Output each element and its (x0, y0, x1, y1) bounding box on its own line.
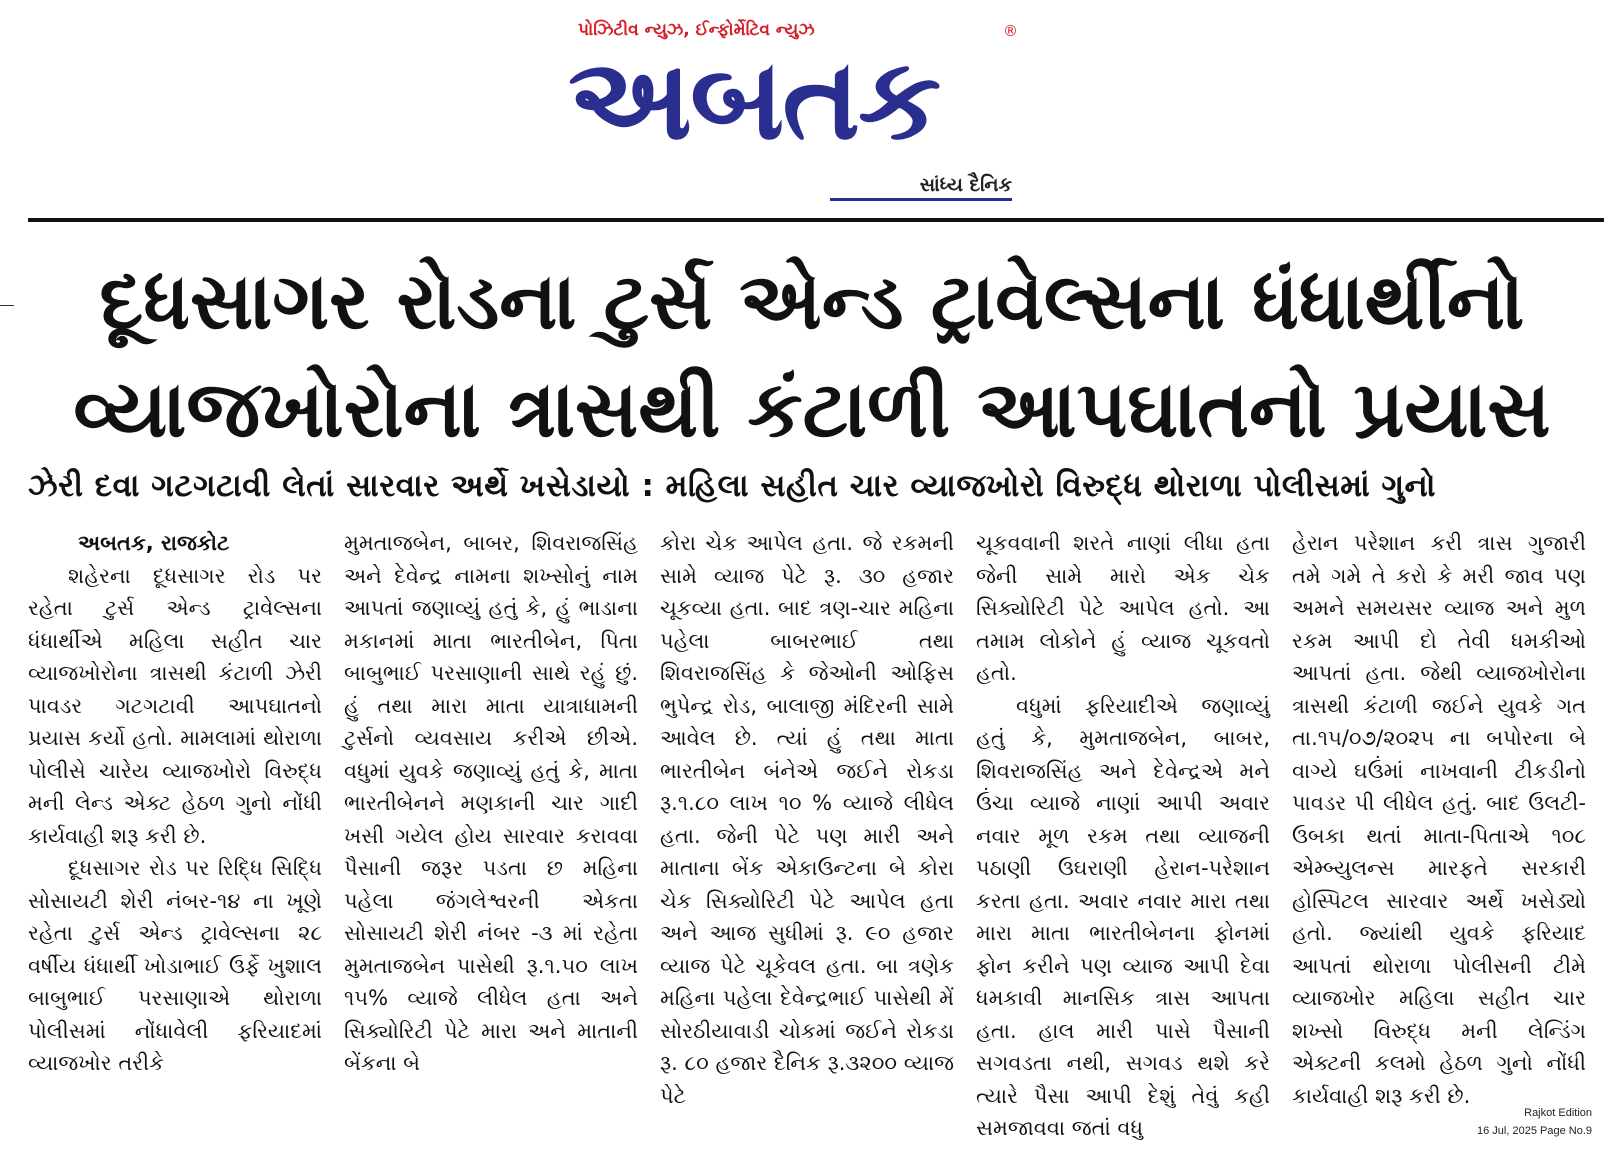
article-column-5 (1292, 527, 1586, 1117)
article-column-1 (28, 527, 322, 1117)
headline-line-2: વ્યાજખોરોના ત્રાસથી કંટાળી આપઘાતનો પ્રયાસ (73, 365, 1551, 455)
margin-tick (0, 305, 14, 306)
paragraph: વધુમાં ફરિયાદીએ જણાવ્યું હતું કે, મુમતાજબેન, બાબર, શિવરાજસિંહ અને દેવેન્દ્રએ મને ઉંચા વ્યાજે નાણાં આપી અવાર નવાર મૂળ રકમ તથા વ્યાજની પઠાણી ઉઘરાણી હેરાન-પરેશાન કરતા હતા. અવાર નવાર મારા તથા મારા માતા ભારતીબેનના ફોનમાં ફોન કરીને પણ વ્યાજ આપી દેવા ધમકાવી માનસિક ત્રાસ આપતા હતા. હાલ મારી પાસે પૈસાની સગવડતા નથી, સગવડ થશે કરે ત્યારે પૈસા આપી દેશું તેવું કહી સમજાવવા જતાં વધુ (976, 693, 1270, 1140)
newspaper-logo: અબતક (568, 35, 940, 165)
paragraph: મુમતાજબેન, બાબર, શિવરાજસિંહ અને દેવેન્દ્ર નામના શખ્સોનું નામ આપતાં જણાવ્યું હતું કે, હું ભાડાના મકાનમાં માતા ભારતીબેન, પિતા બાબુભાઈ પરસાણાની સાથે રહું છું. હું તથા મારા માતા યાત્રાધામની ટુર્સનો વ્યવસાય કરીએ છીએ. વધુમાં યુવકે જણાવ્યું હતું કે, માતા ભારતીબેનને મણકાની ચાર ગાદી ખસી ગયેલ હોય સારવાર કરાવવા પૈસાની જરૂર પડતા છ મહિના પહેલા જંગલેશ્વરની એકતા સોસાયટી શેરી નંબર -૩ માં રહેતા મુમતાજબેન પાસેથી રૂ.૧.૫૦ લાખ ૧૫% વ્યાજે લીધેલ હતા અને સિક્યોરિટી પેટે મારા અને માતાની બેંકના બે (344, 531, 638, 1075)
paragraph: હેરાન પરેશાન કરી ત્રાસ ગુજારી તમે ગમે તે કરો કે મરી જાવ પણ અમને સમયસર વ્યાજ અને મુળ રકમ આપી દો તેવી ધમકીઓ આપતાં હતા. જેથી વ્યાજખોરોના ત્રાસથી કંટાળી જઈને યુવકે ગત તા.૧૫/૦૭/૨૦૨૫ ના બપોરના બે વાગ્યે ઘઉંમાં નાખવાની ટીકડીનો પાવડર પી લીધેલ હતું. બાદ ઉલટી-ઉબકા થતાં માતા-પિતાએ ૧૦૮ એમ્બ્યુલન્સ મારફતે સરકારી હોસ્પિટલ સારવાર અર્થે ખસેડ્યો હતો. જ્યાંથી યુવકે ફરિયાદ આપતાં થોરાળા પોલીસની ટીમે વ્યાજખોર મહિલા સહીત ચાર શખ્સો વિરુદ્ધ મની લેન્ડિંગ એક્ટની કલમો હેઠળ ગુનો નોંધી કાર્યવાહી શરૂ કરી છે. (1292, 531, 1586, 1108)
registered-mark: ® (1003, 22, 1018, 40)
masthead (560, 14, 1030, 204)
article-column-3 (660, 527, 954, 1117)
logo-underline (830, 198, 1012, 201)
paragraph: ચૂકવવાની શરતે નાણાં લીધા હતા જેની સામે મારો એક ચેક સિક્યોરિટી પેટે આપેલ હતો. આ તમામ લોકોને હું વ્યાજ ચૂકવતો હતો. (976, 531, 1270, 685)
page-footer (1477, 1104, 1592, 1140)
masthead-divider (28, 218, 1604, 222)
masthead-tagline: પોઝિટીવ ન્યુઝ, ઈન્ફોર્મેટિવ ન્યુઝ (578, 20, 815, 40)
paragraph: શહેરના દૂધસાગર રોડ પર રહેતા ટુર્સ એન્ડ ટ્રાવેલ્સના ધંધાર્થીએ મહિલા સહીત ચાર વ્યાજખોરોના ત્રાસથી કંટાળી ઝેરી પાવડર ગટગટાવી આપઘાતનો પ્રયાસ કર્યો હતો. મામલામાં થોરાળા પોલીસે ચારેય વ્યાજખોરો વિરુદ્ધ મની લેન્ડ એક્ટ હેઠળ ગુનો નોંધી કાર્યવાહી શરૂ કરી છે. (28, 563, 322, 848)
edition-label: Rajkot Edition (1524, 1107, 1592, 1119)
dateline: અબતક, રાજકોટ (78, 531, 230, 555)
paragraph: કોરા ચેક આપેલ હતા. જે રકમની સામે વ્યાજ પેટે રૂ. ૩૦ હજાર ચૂકવ્યા હતા. બાદ ત્રણ-ચાર મહિના પહેલા બાબરભાઈ તથા શિવરાજસિંહ કે જેઓની ઓફિસ ભુપેન્દ્ર રોડ, બાલાજી મંદિરની સામે આવેલ છે. ત્યાં હું તથા માતા ભારતીબેન બંનેએ જઈને રોકડા રૂ.૧.૮૦ લાખ ૧૦ % વ્યાજે લીધેલ હતા. જેની પેટે પણ મારી અને માતાના બેંક એકાઉન્ટના બે કોરા ચેક સિક્યોરિટી પેટે આપેલ હતા અને આજ સુધીમાં રૂ. ૯૦ હજાર વ્યાજ પેટે ચૂકેવલ હતા. બા ત્રણેક મહિના પહેલા દેવેન્દ્રભાઈ પાસેથી મેં સોરઠીયાવાડી ચોકમાં જઈને રોકડા રૂ. ૮૦ હજાર દૈનિક રૂ.૩૨૦૦ વ્યાજ પેટે (660, 531, 954, 1108)
article-column-4 (976, 527, 1270, 1140)
paragraph: દૂધસાગર રોડ પર રિદ્ધિ સિદ્ધિ સોસાયટી શેરી નંબર-૧૪ ના ખૂણે રહેતા ટુર્સ એન્ડ ટ્રાવેલ્સના ૨૮ વર્ષીય ધંધાર્થી ખોડાભાઈ ઉર્ફે ખુશાલ બાબુભાઈ પરસાણાએ થોરાળા પોલીસમાં નોંધાવેલી ફરિયાદમાં વ્યાજખોર તરીકે (28, 856, 322, 1075)
masthead-subtitle: સાંધ્ય દૈનિક (919, 174, 1012, 196)
date-page-label: 16 Jul, 2025 Page No.9 (1477, 1125, 1592, 1137)
headline-line-1: દૂધસાગર રોડના ટુર્સ એન્ડ ટ્રાવેલ્સના ધંધાર્થીનો (99, 257, 1525, 347)
subheadline: ઝેરી દવા ગટગટાવી લેતાં સારવાર અર્થે ખસેડાયો : મહિલા સહીત ચાર વ્યાજખોરો વિરુદ્ધ થોરાળા પોલીસમાં ગુનો (28, 468, 1436, 504)
article-column-2 (344, 527, 638, 1117)
